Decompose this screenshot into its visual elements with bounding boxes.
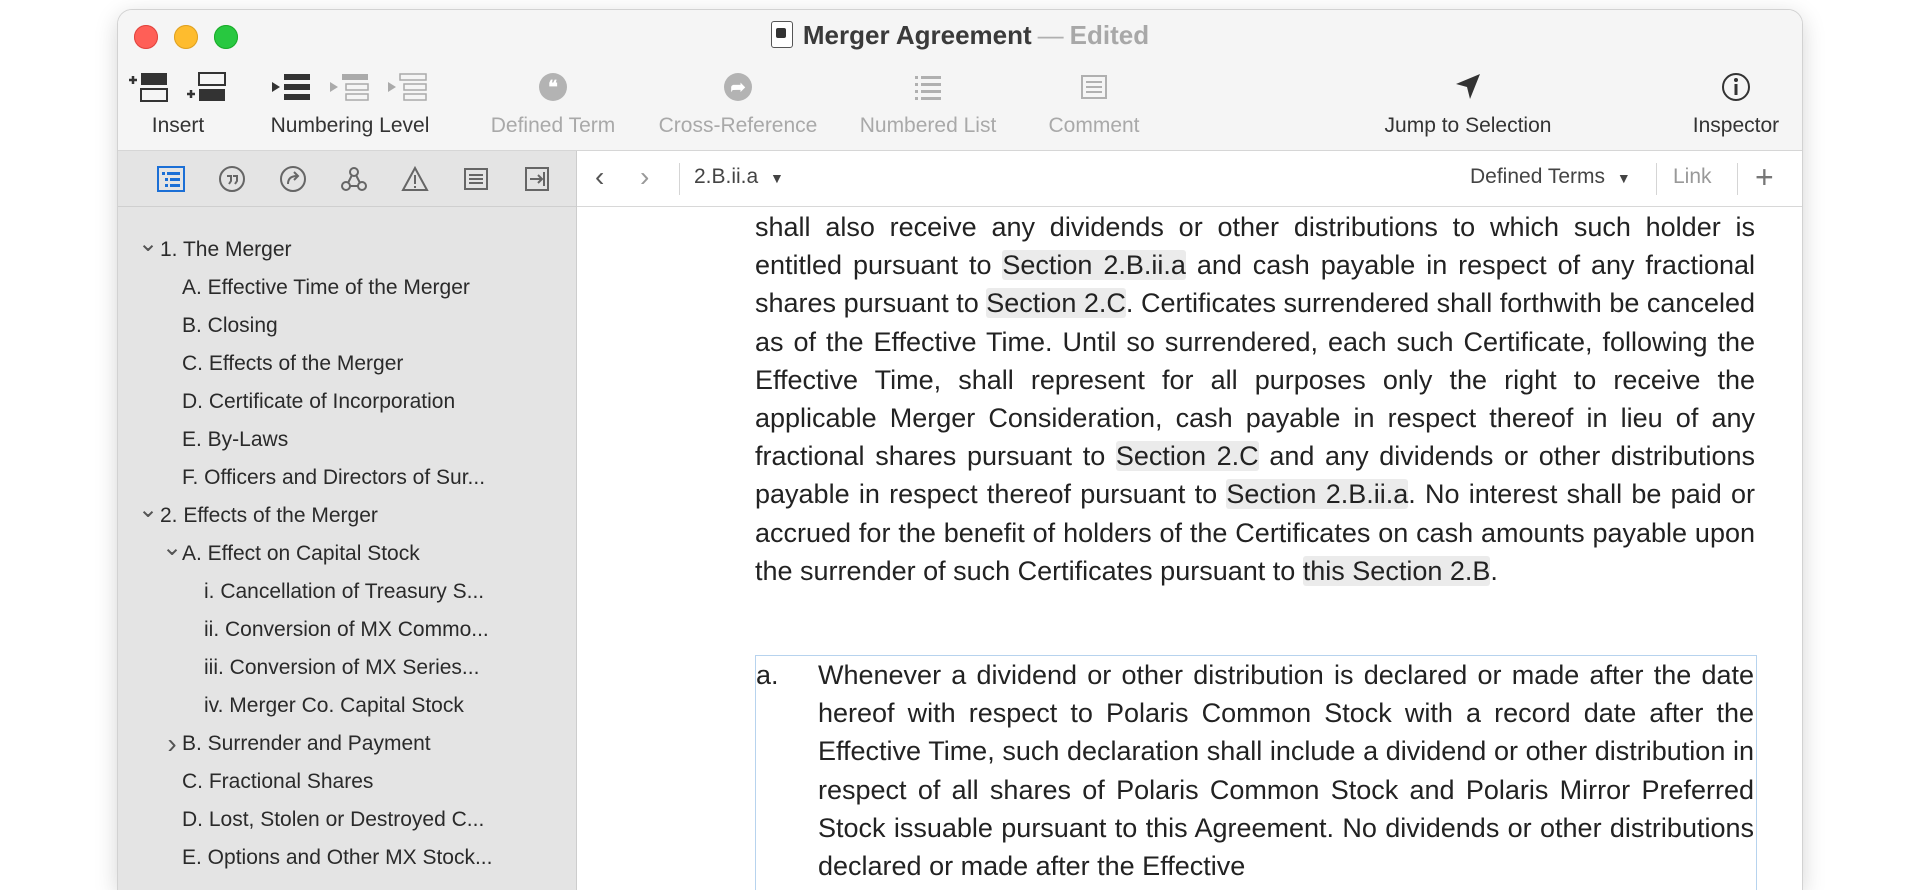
outline-tab[interactable]	[152, 160, 190, 198]
edited-status: Edited	[1069, 20, 1150, 50]
demote-icon[interactable]	[386, 71, 430, 103]
outline-item[interactable]	[118, 763, 576, 801]
paragraph-text: . No interest shall be paid or accrued for the benefit of holders of the Certificates on cash amounts payable upon the surrender of such Certificates pursuant to	[755, 479, 1756, 586]
outline-item[interactable]	[118, 839, 576, 877]
nav-divider	[1737, 163, 1738, 195]
nav-divider	[679, 163, 680, 195]
section-reference[interactable]: Section 2.B.ii.a	[1002, 250, 1186, 281]
outdent-icon[interactable]	[270, 71, 314, 103]
defined-term-button[interactable]	[468, 68, 638, 138]
nav-divider	[1656, 163, 1657, 195]
disclosure-collapsed-icon[interactable]: ›	[167, 728, 177, 759]
info-icon	[1720, 71, 1752, 103]
outline-item-label: 2. Effects of the Merger	[160, 504, 378, 527]
jump-to-selection-button[interactable]	[1368, 68, 1568, 138]
document-icon	[771, 21, 793, 48]
outline-item-label: iv. Merger Co. Capital Stock	[204, 694, 464, 717]
subparagraph-text: Whenever a dividend or other distribution is declared or made after the date hereof with respect to Polaris Common Stock with a record date after the Effective Time, such declaration shall include a dividend or other distribution in respect of all shares of Polaris Common Stock and Polaris Mirror Preferred Stock issuable pursuant to this Agreement. No dividends or other distributions declared or made after the Effective	[818, 660, 1754, 882]
insert-group	[118, 68, 238, 138]
outline-item[interactable]	[118, 611, 576, 649]
outline-item[interactable]	[118, 269, 576, 307]
outline-item-label: D. Certificate of Incorporation	[182, 390, 456, 413]
cross-reference-icon	[279, 165, 307, 193]
insert-label: Insert	[151, 114, 205, 137]
document-body[interactable]	[755, 208, 1755, 590]
outline-item[interactable]	[118, 801, 576, 839]
comment-label: Comment	[1048, 114, 1140, 137]
paragraph	[755, 208, 1755, 590]
jump-to-selection-label: Jump to Selection	[1384, 114, 1552, 137]
outline-item-label: E. Options and Other MX Stock...	[182, 846, 493, 869]
subparagraph-number: a.	[756, 660, 779, 690]
outline-item-label: B. Surrender and Payment	[182, 732, 431, 755]
paragraph-text: shall also receive any dividends or other distributions to which such holder is entitled pursuant to	[755, 212, 1755, 281]
paragraph-text: . Certificates surrendered shall forthwith be canceled as of the Effective Time. Until so surrendered, each such Certificate, following the Effective Time, shall represent for all purposes only the right to receive the applicable Merger Consideration, cash payable in respect thereof in lieu of any fractional shares pursuant to	[755, 288, 1755, 472]
inspector-label: Inspector	[1692, 114, 1780, 137]
outline-item[interactable]	[118, 649, 576, 687]
numbered-list-label: Numbered List	[859, 114, 997, 137]
document-name: Merger Agreement	[802, 20, 1032, 50]
inspector-button[interactable]	[1678, 68, 1794, 138]
section-reference[interactable]: Section 2.B.ii.a	[1226, 479, 1409, 510]
selected-subparagraph[interactable]	[755, 655, 1757, 890]
paragraph-text: .	[1490, 555, 1498, 586]
outline-item-label: C. Fractional Shares	[182, 770, 374, 793]
chevron-down-icon: ▼	[1616, 170, 1631, 186]
defined-term-label: Defined Term	[490, 114, 616, 137]
outline-item[interactable]	[118, 231, 576, 269]
location-label: 2.B.ii.a	[694, 165, 759, 188]
outline-item-label: 1. The Merger	[160, 238, 292, 261]
outline-item-label: iii. Conversion of MX Series...	[204, 656, 480, 679]
outline-item-label: E. By-Laws	[182, 428, 289, 451]
cross-reference-button[interactable]	[638, 68, 838, 138]
outline-item-label: i. Cancellation of Treasury S...	[204, 580, 485, 603]
outline-item-label: ii. Conversion of MX Commo...	[204, 618, 489, 641]
cross-references-tab[interactable]	[274, 160, 312, 198]
numbering-level-group	[250, 68, 450, 138]
section-reference[interactable]: this Section 2.B	[1302, 555, 1491, 586]
export-icon	[523, 165, 551, 193]
defined-terms-tab[interactable]	[213, 160, 251, 198]
cross-reference-label: Cross-Reference	[658, 114, 818, 137]
insert-before-icon[interactable]	[127, 71, 171, 103]
window-title	[118, 20, 1802, 51]
paragraph-text: and any dividends or other distributions payable in respect thereof pursuant to	[755, 441, 1755, 510]
defined-terms-menu[interactable]	[1470, 165, 1631, 189]
back-arrow-icon[interactable]: ‹	[595, 161, 605, 192]
outline-item[interactable]	[118, 497, 576, 535]
section-reference[interactable]: Section 2.C	[986, 288, 1126, 319]
numbered-list-icon	[913, 72, 943, 102]
outline-item-label: F. Officers and Directors of Sur...	[182, 466, 486, 489]
outline-item[interactable]	[118, 383, 576, 421]
outline-item[interactable]	[118, 345, 576, 383]
outline-item-label: A. Effect on Capital Stock	[182, 542, 420, 565]
outline-item-label: C. Effects of the Merger	[182, 352, 404, 375]
outline-item[interactable]	[118, 307, 576, 345]
add-button[interactable]: +	[1755, 159, 1774, 195]
numbered-list-button[interactable]	[838, 68, 1018, 138]
cross-reference-icon: ➦	[724, 73, 752, 101]
outline-item[interactable]	[118, 725, 576, 763]
disclosure-expanded-icon[interactable]: ⌄	[162, 534, 183, 561]
section-reference[interactable]: Section 2.C	[1115, 441, 1259, 472]
outline-item-label: B. Closing	[182, 314, 278, 337]
insert-after-icon[interactable]	[185, 71, 229, 103]
comment-icon	[1079, 72, 1109, 102]
outline-item[interactable]	[118, 421, 576, 459]
app-window	[118, 10, 1802, 890]
link-button[interactable]: Link	[1673, 165, 1712, 188]
sidebar	[118, 151, 577, 890]
issues-tab[interactable]	[396, 160, 434, 198]
list-icon	[462, 165, 490, 193]
paragraph-text: and cash payable in respect of any fractional shares pursuant to	[755, 250, 1755, 319]
toolbar	[118, 10, 1802, 151]
outline-item[interactable]	[118, 459, 576, 497]
quote-icon	[218, 165, 246, 193]
location-popup[interactable]	[694, 165, 784, 189]
disclosure-expanded-icon[interactable]: ⌄	[138, 230, 159, 257]
editor-pane	[577, 151, 1802, 890]
outline-list	[118, 231, 576, 877]
warning-icon	[401, 165, 429, 193]
sidebar-tabs	[118, 151, 576, 207]
title-separator: —	[1037, 20, 1064, 50]
numbering-level-label: Numbering Level	[270, 114, 430, 137]
location-arrow-icon	[1452, 71, 1484, 103]
comments-tab[interactable]	[457, 160, 495, 198]
indent-icon[interactable]	[328, 71, 372, 103]
outline-item[interactable]	[118, 535, 576, 573]
outline-item-label: A. Effective Time of the Merger	[182, 276, 470, 299]
outline-item-label: D. Lost, Stolen or Destroyed C...	[182, 808, 485, 831]
defined-terms-label: Defined Terms	[1470, 165, 1606, 188]
comment-button[interactable]	[1024, 68, 1164, 138]
export-tab[interactable]	[518, 160, 556, 198]
forward-arrow-icon[interactable]: ›	[640, 161, 650, 192]
outline-item[interactable]	[118, 573, 576, 611]
outline-icon	[157, 166, 185, 192]
disclosure-expanded-icon[interactable]: ⌄	[138, 496, 159, 523]
hierarchy-icon	[340, 165, 368, 193]
chevron-down-icon: ▼	[770, 170, 784, 186]
outline-item[interactable]	[118, 687, 576, 725]
parties-tab[interactable]	[335, 160, 373, 198]
navigation-bar	[577, 151, 1802, 207]
quote-icon: ❝	[539, 73, 567, 101]
